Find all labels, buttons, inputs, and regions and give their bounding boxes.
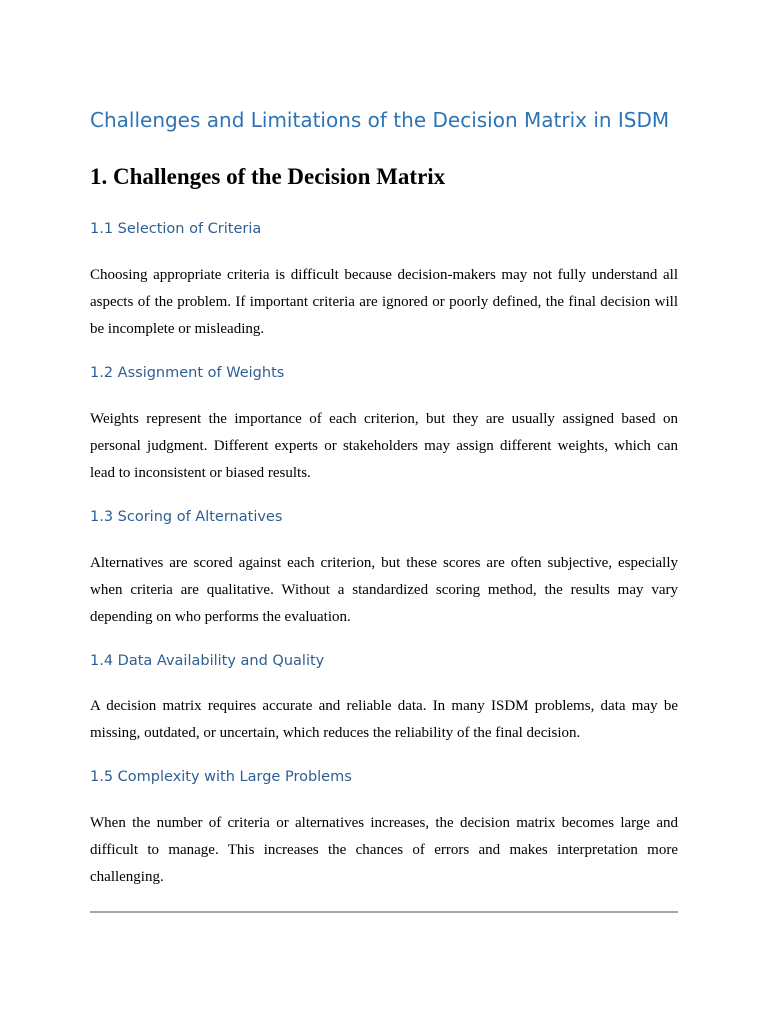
subsection-paragraph-selection-of-criteria: Choosing appropriate criteria is difficult because decision-makers may not fully understand all aspects of the problem. If important criteria are ignored or poorly defined, the final decision will be incomplete or misleading. <box>90 267 678 337</box>
horizontal-divider <box>90 911 678 913</box>
document-title: Challenges and Limitations of the Decision Matrix in ISDM <box>90 108 670 132</box>
subsection-heading-data-availability: 1.4 Data Availability and Quality <box>90 653 325 669</box>
subsection-paragraph-data-availability: A decision matrix requires accurate and reliable data. In many ISDM problems, data may be missing, outdated, or uncertain, which reduces the reliability of the final decision. <box>90 698 678 741</box>
subsection-heading-assignment-of-weights: 1.2 Assignment of Weights <box>90 365 285 381</box>
subsection-heading-scoring-of-alternatives: 1.3 Scoring of Alternatives <box>90 509 283 525</box>
subsection-heading-complexity: 1.5 Complexity with Large Problems <box>90 769 352 785</box>
subsection-paragraph-complexity: When the number of criteria or alternatives increases, the decision matrix becomes large and difficult to manage. This increases the chances of errors and makes interpretation more challenging. <box>90 815 678 885</box>
section-heading: 1. Challenges of the Decision Matrix <box>90 164 446 189</box>
subsection-paragraph-assignment-of-weights: Weights represent the importance of each criterion, but they are usually assigned based on personal judgment. Different experts or stakeholders may assign different weights, which can lead to inconsistent or biased results. <box>90 411 678 481</box>
subsection-paragraph-scoring-of-alternatives: Alternatives are scored against each criterion, but these scores are often subjective, especially when criteria are qualitative. Without a standardized scoring method, the results may vary depending on who performs the evaluation. <box>90 555 678 625</box>
subsection-heading-selection-of-criteria: 1.1 Selection of Criteria <box>90 221 262 237</box>
